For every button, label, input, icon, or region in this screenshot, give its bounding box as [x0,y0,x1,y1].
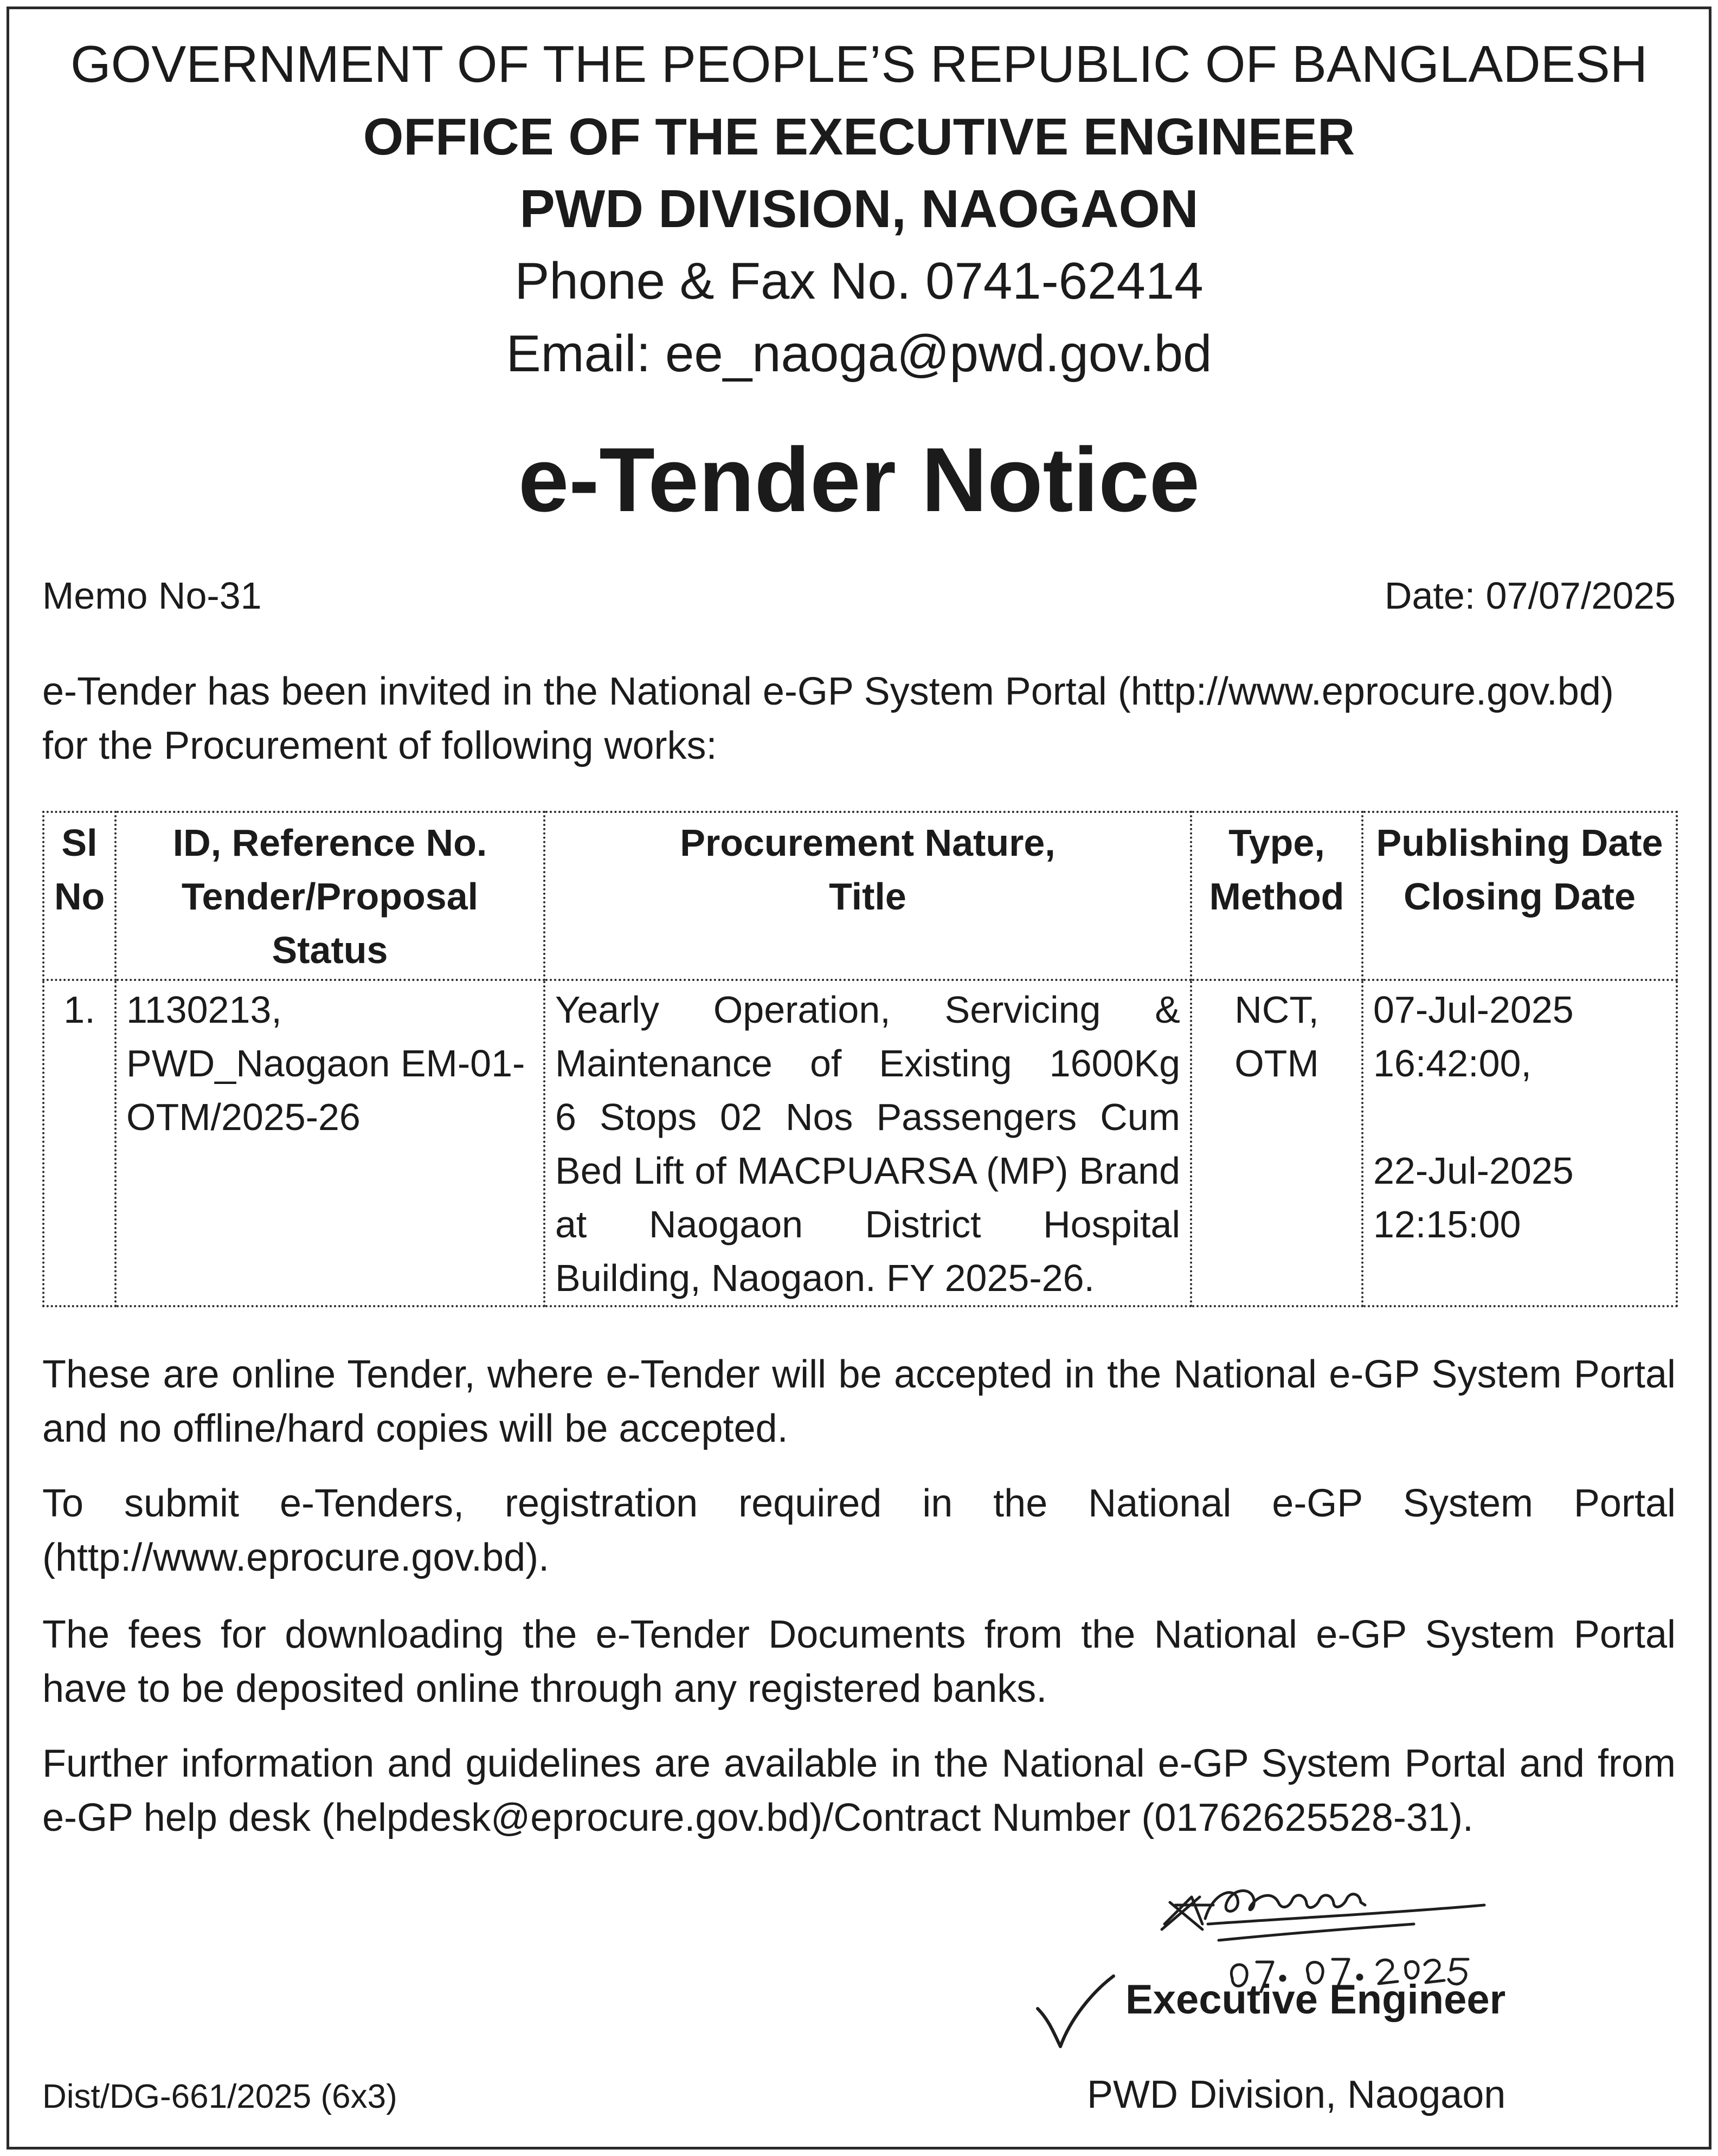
header-id [115,812,544,980]
government-heading: GOVERNMENT OF THE PEOPLE’S REPUBLIC OF BANGLADESH [70,35,1648,93]
check-mark-icon [1032,1971,1119,2052]
cell-title-line: Maintenance of Existing 1600Kg [555,1042,1180,1085]
notice-date: Date: 07/07/2025 [1384,574,1676,617]
header-sl [43,812,115,980]
publishing-time: 16:42:00, [1373,1042,1532,1085]
header-dates-line: Closing Date [1404,875,1636,918]
office-heading: OFFICE OF THE EXECUTIVE ENGINEER [363,108,1355,166]
intro-paragraph [42,664,1676,773]
memo-number: Memo No-31 [42,574,262,617]
further-info-paragraph: Further information and guidelines are available in the National e-GP System Portal and from e-GP help desk (helpdesk@eprocure.gov.bd)/Contract Number (01762625528-31). [42,1742,1676,1839]
cell-sl: 1. [43,980,115,1306]
header-id-line: Status [272,929,388,971]
intro-line-2: for the Procurement of following works: [42,724,717,767]
cell-title-line: 6 Stops 02 Nos Passengers Cum [555,1096,1180,1138]
intro-line-1: e-Tender has been invited in the National e-GP System Portal (http://www.eprocure.gov.bd) [42,670,1614,713]
header-dates [1362,812,1677,980]
cell-type-line: OTM [1234,1042,1319,1085]
table-row [43,980,1677,1306]
cell-title-line: Building, Naogaon. FY 2025-26. [555,1257,1095,1299]
registration-paragraph: To submit e-Tenders, registration required in the National e-GP System Portal (http://www.eprocure.gov.bd). [42,1482,1676,1579]
division-heading: PWD DIVISION, NAOGAON [519,179,1199,238]
cell-id [115,980,544,1306]
tender-table [42,811,1678,1307]
cell-title-line: at Naogaon District Hospital [555,1203,1180,1245]
header-title [544,812,1191,980]
cell-dates [1362,980,1677,1306]
header-title-line: Procurement Nature, [680,822,1056,864]
fees-paragraph: The fees for downloading the e-Tender Documents from the National e-GP System Portal have to be deposited online through any registered banks. [42,1613,1676,1710]
header-title-line: Title [829,875,906,918]
header-dates-line: Publishing Date [1376,822,1663,864]
phone-fax: Phone & Fax No. 0741-62414 [514,252,1204,310]
cell-title-line: Yearly Operation, Servicing & [555,989,1180,1031]
header-type [1191,812,1362,980]
table-header-row [43,812,1677,980]
closing-date: 22-Jul-2025 [1373,1150,1574,1192]
online-tender-paragraph: These are online Tender, where e-Tender will be accepted in the National e-GP System Portal and no offline/hard copies will be accepted. [42,1353,1676,1450]
distribution-reference: Dist/DG-661/2025 (6x3) [42,2078,397,2115]
cell-id-line: PWD_Naogaon EM-01- [126,1042,525,1085]
notice-title: e-Tender Notice [518,429,1200,531]
header-sl-line: No [54,875,105,918]
date-spacer [1373,1090,1666,1144]
publishing-date: 07-Jul-2025 [1373,989,1574,1031]
cell-id-line: 1130213, [126,989,282,1031]
cell-title [544,980,1191,1306]
cell-id-line: OTM/2025-26 [126,1096,361,1138]
header-sl-line: Sl [61,822,98,864]
header-type-line: Type, [1228,822,1325,864]
header-type-line: Method [1209,875,1344,918]
header-id-line: ID, Reference No. [172,822,487,864]
cell-type-line: NCT, [1234,989,1319,1031]
signatory-designation: Executive Engineer [1125,1977,1506,2023]
signatory-office: PWD Division, Naogaon [1087,2073,1506,2116]
cell-title-line: Bed Lift of MACPUARSA (MP) Brand [555,1150,1180,1192]
cell-type [1191,980,1362,1306]
closing-time: 12:15:00 [1373,1203,1521,1245]
header-id-line: Tender/Proposal [181,875,479,918]
email-line: Email: ee_naoga@pwd.gov.bd [506,325,1212,383]
